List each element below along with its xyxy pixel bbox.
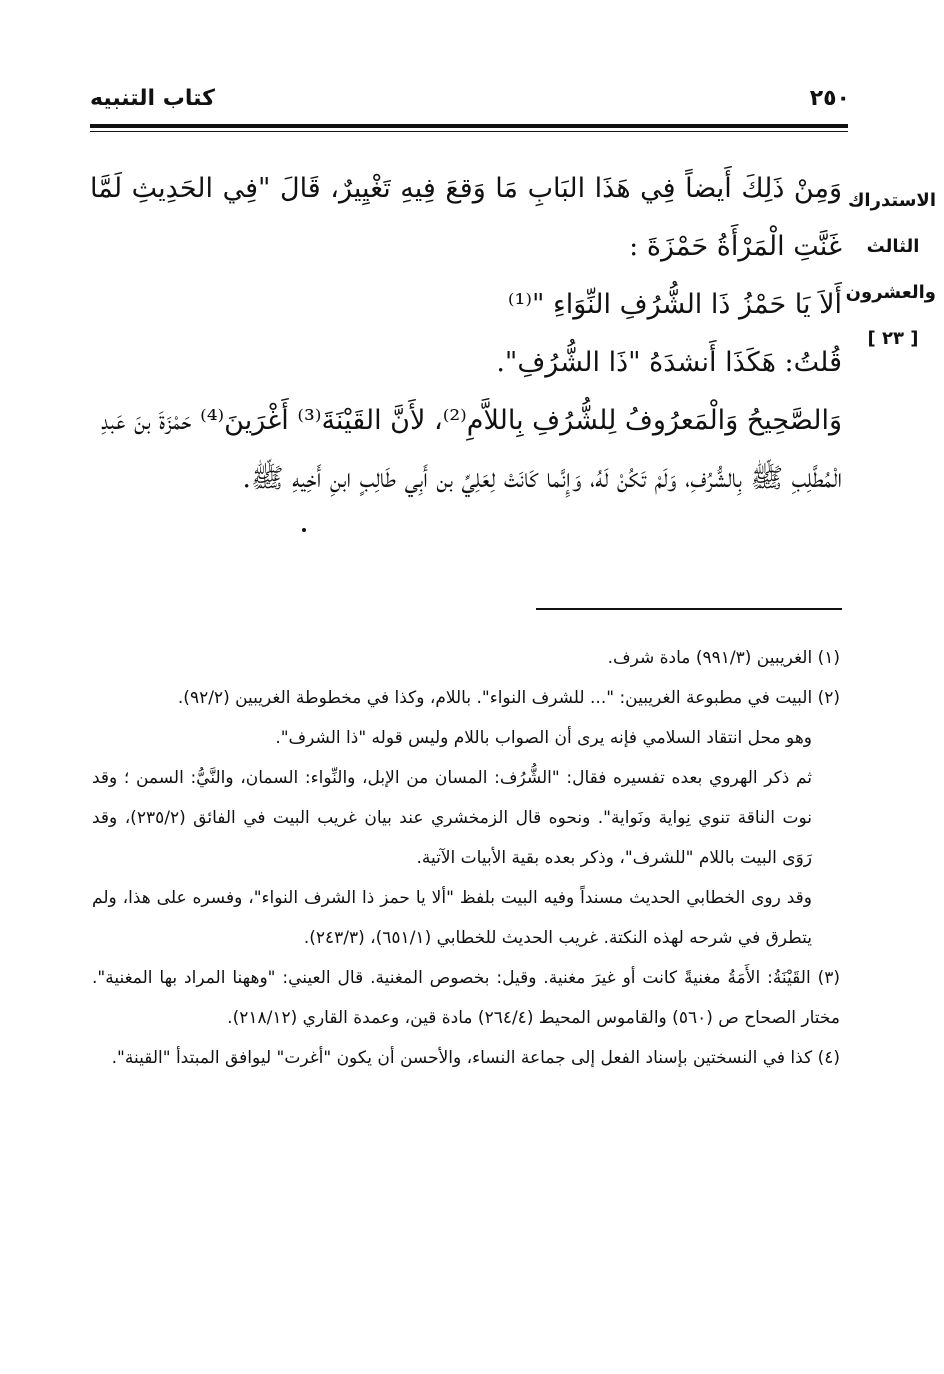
- footnote: (٢) البيت في مطبوعة الغريبين: "... للشرف النواء". باللام، وكذا في مخطوطة الغريبين (٩٢/٢).: [177, 688, 840, 708]
- footnotes: [92, 638, 840, 1078]
- footnote-continuation: ثم ذكر الهروي بعده تفسيره فقال: "الشُّرُف: المسان من الإبل، والنِّواء: السمان، والنَّيُّ: السمن ؛ وقد نوت الناقة تنوي نِواية ونَواية". ونحوه قال الزمخشري عند بيان غريب البيت في الفائق (٢٣٥/٢)، وقد رَوَى البيت باللام "للشرف"، وذكر بعده بقية الأبيات الآتية.: [92, 768, 812, 868]
- page-number: ٢٥٠: [809, 86, 850, 111]
- header-rule-thick: [90, 124, 848, 128]
- margin-note-line: الثالث: [866, 236, 920, 257]
- footnote: (١) الغريبين (٩٩١/٣) مادة شرف.: [607, 648, 840, 668]
- margin-note-number: [ ٢٣ ]: [867, 328, 919, 349]
- main-paragraph: وَمِنْ ذَلِكَ أَيضاً فِي هَذَا البَابِ مَا وَقعَ فِيهِ تَغْيِيرٌ، قَالَ "فِي الحَدِيثِ لَمَّا غَنَّتِ الْمَرْأَةُ حَمْزَةَ :: [90, 173, 842, 262]
- footnote: (٣) القَيْنَةُ: الأَمَةُ مغنيةً كانت أو غيرَ مغنية. وقيل: بخصوص المغنية. قال العيني: "وههنا المراد بها المغنية". مختار الصحاح ص (٥٦٠) والقاموس المحيط (٢٦٤/٤) مادة قين، وعمدة القاري (٢١٨/١٢).: [92, 968, 840, 1028]
- main-text: [90, 160, 842, 508]
- margin-note: [845, 178, 936, 362]
- main-paragraph: قُلتُ: هَكَذَا أَنشدَهُ "ذَا الشُّرُفِ".: [496, 347, 842, 378]
- footnote-continuation: وقد روى الخطابي الحديث مسنداً وفيه البيت بلفظ "ألا يا حمز ذا الشرف النواء"، وفسره على هذا، ولم يتطرق في شرحه لهذه النكتة. غريب الحديث للخطابي (٦٥١/١)، (٢٤٣/٣).: [92, 888, 812, 948]
- page-header: [90, 84, 850, 124]
- margin-note-line: والعشرون: [845, 282, 936, 303]
- main-paragraph: وَالصَّحِيحُ وَالْمَعرُوفُ لِلشُّرُفِ بِاللاَّمِ⁽²⁾، لأَنَّ القَيْنَةَ⁽³⁾ أَغْرَينَ⁽⁴⁾ حَمْزَةَ بنَ عَبدِ الْمُطَّلِبِ ﷺ بِالشُّرُفِ، وَلَمْ تَكُنْ لَهُ، وَإِنَّما كَانَتْ لِعَلِيِّ بن أَبِي طَالِبٍ ابنِ أَخِيهِ ﷺ.: [101, 405, 842, 494]
- poetry-verse: أَلاَ يَا حَمْزُ ذَا الشُّرُفِ النِّوَاءِ "⁽¹⁾: [507, 289, 842, 320]
- header-rule-thin: [90, 131, 848, 132]
- footnote-separator: [536, 608, 842, 610]
- margin-note-line: الاستدراك: [847, 190, 936, 211]
- ink-dot: [302, 528, 306, 532]
- footnote-continuation: وهو محل انتقاد السلامي فإنه يرى أن الصواب باللام وليس قوله "ذا الشرف".: [275, 728, 812, 748]
- footnote: (٤) كذا في النسختين بإسناد الفعل إلى جماعة النساء، والأحسن أن يكون "أغرت" ليوافق المبتدأ "القينة".: [111, 1048, 840, 1068]
- book-title: كتاب التنبيه: [90, 86, 215, 111]
